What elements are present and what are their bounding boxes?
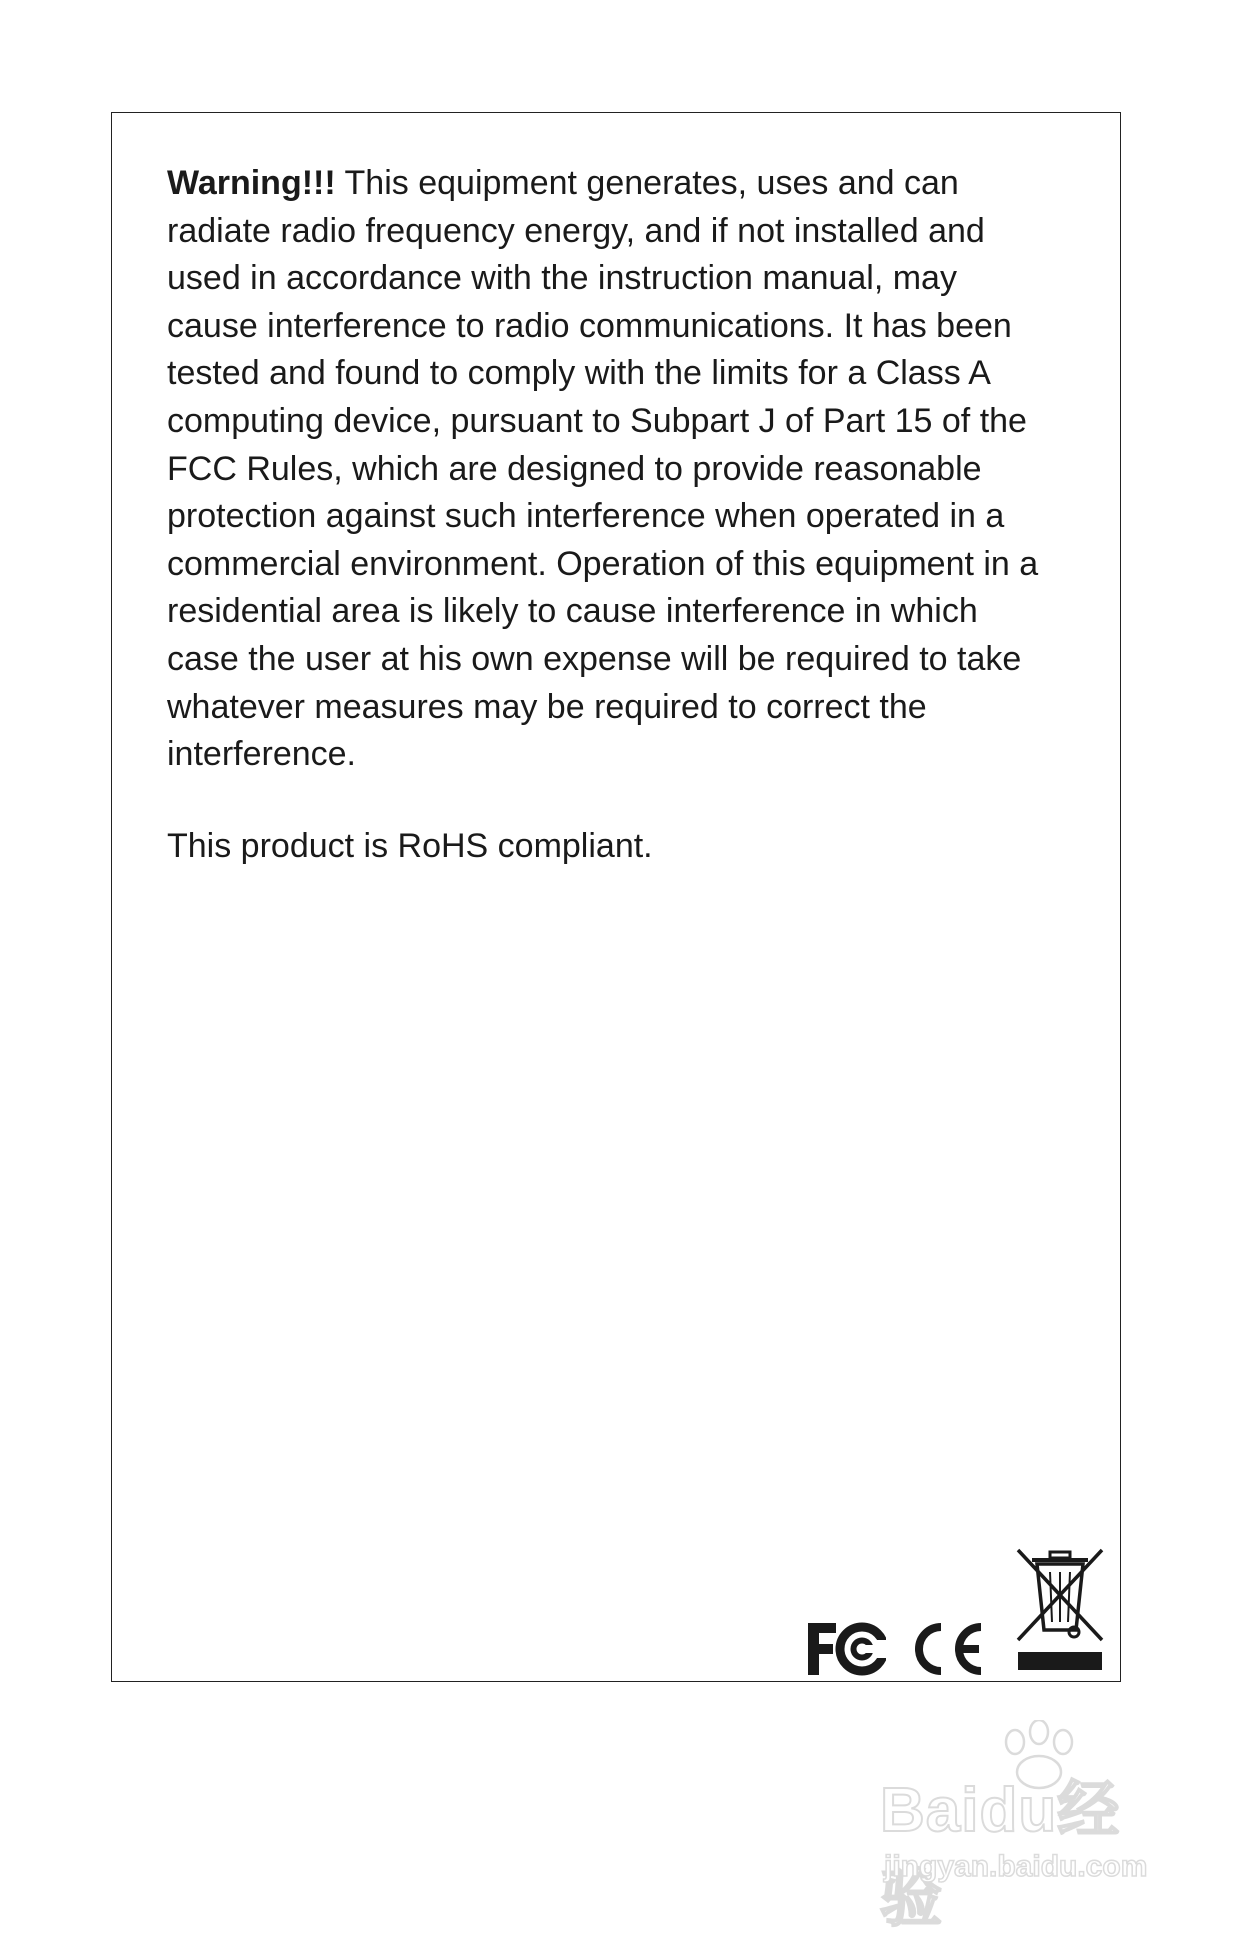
warning-line-11: whatever measures may be required to correct the <box>167 687 927 726</box>
warning-line-8: commercial environment. Operation of this equipment in a <box>167 544 1039 583</box>
fcc-logo-icon <box>806 1621 886 1677</box>
ce-logo-icon <box>905 1621 985 1677</box>
warning-label: Warning!!! <box>167 164 336 202</box>
baidu-watermark <box>880 1720 1180 1934</box>
watermark-brand: Baidu经验 <box>880 1776 1121 1934</box>
warning-line-1: radiate radio frequency energy, and if not installed and <box>167 211 985 250</box>
warning-line-10: case the user at his own expense will be required to take <box>167 639 1022 678</box>
warning-line-5: computing device, pursuant to Subpart J of Part 15 of the <box>167 401 1027 440</box>
warning-line-12: interference. <box>167 735 356 774</box>
warning-line-7: protection against such interference when operated in a <box>167 497 1005 536</box>
weee-bin-icon <box>1010 1540 1110 1675</box>
warning-paragraph <box>167 160 1087 779</box>
watermark-url: jingyan.baidu.com <box>884 1850 1148 1883</box>
warning-line-3: cause interference to radio communications. It has been <box>167 306 1012 345</box>
warning-line-2: used in accordance with the instruction manual, may <box>167 259 957 298</box>
warning-line-0 <box>167 160 1087 208</box>
warning-line-0-text: This equipment generates, uses and can <box>335 164 959 202</box>
rohs-statement: This product is RoHS compliant. <box>167 827 653 865</box>
warning-line-4: tested and found to comply with the limits for a Class A <box>167 354 991 393</box>
warning-line-6: FCC Rules, which are designed to provide reasonable <box>167 449 982 488</box>
warning-line-9: residential area is likely to cause interference in which <box>167 592 978 631</box>
